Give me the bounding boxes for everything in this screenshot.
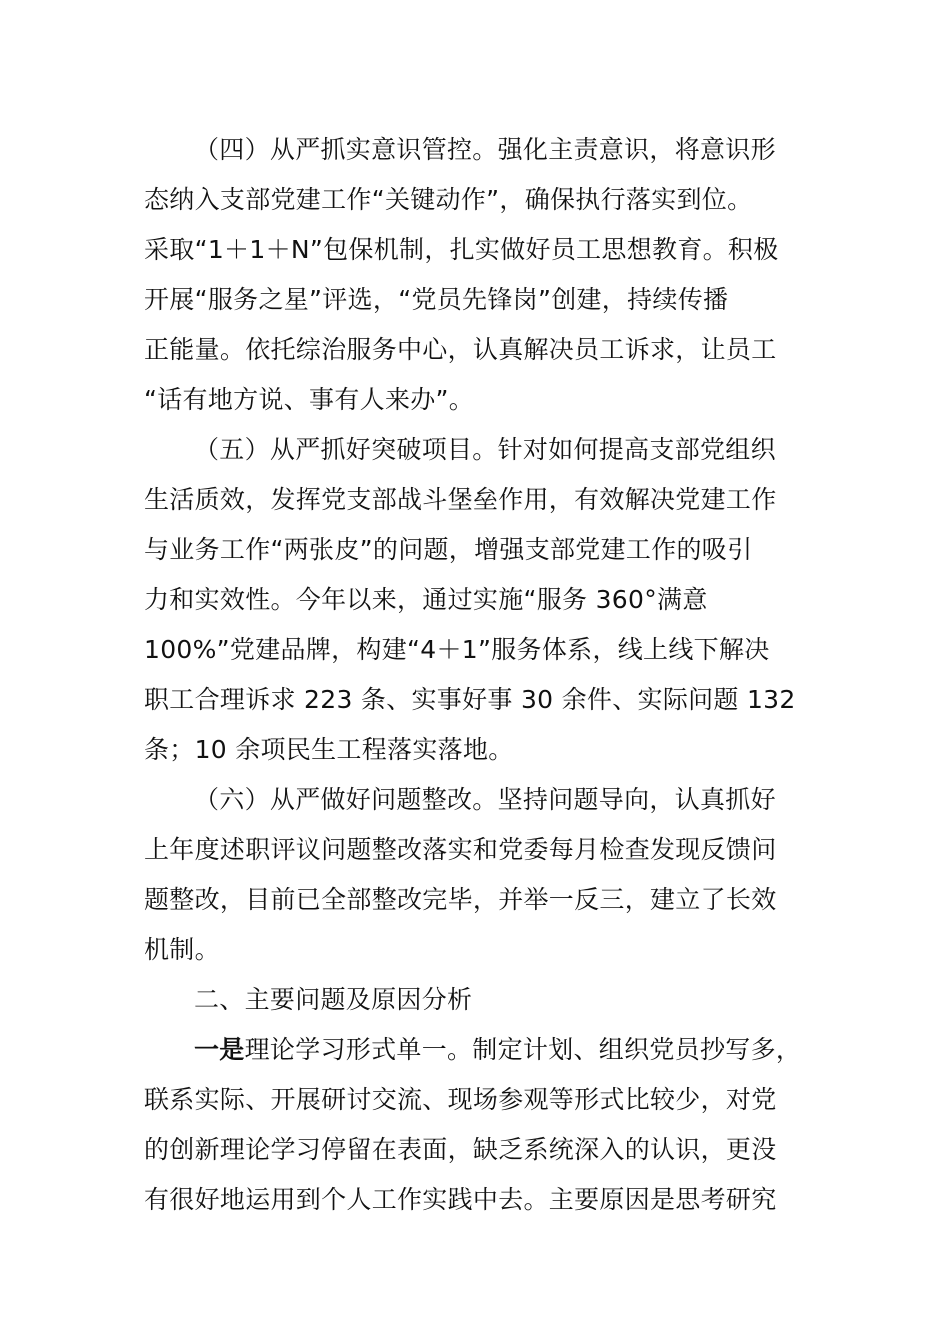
problem-1-lead: 一是: [194, 1035, 245, 1064]
paragraph-5-line-1: （五）从严抓好突破项目。针对如何提高支部党组织: [194, 435, 776, 464]
problem-1-line-1-text: 理论学习形式单一。制定计划、组织党员抄写多，: [244, 1035, 802, 1064]
problem-1-line-2: 联系实际、开展研讨交流、现场参观等形式比较少，对党: [144, 1085, 777, 1114]
paragraph-5-line-4: 力和实效性。今年以来，通过实施“服务 360°满意: [144, 585, 708, 614]
paragraph-5-line-2: 生活质效，发挥党支部战斗堡垒作用，有效解决党建工作: [144, 485, 777, 514]
paragraph-6-line-1: （六）从严做好问题整改。坚持问题导向，认真抓好: [194, 785, 776, 814]
paragraph-5-line-5: 100%”党建品牌，构建“4＋1”服务体系，线上线下解决: [144, 635, 770, 664]
paragraph-6-line-3: 题整改，目前已全部整改完毕，并举一反三，建立了长效: [144, 885, 777, 914]
paragraph-6-line-4: 机制。: [144, 935, 220, 964]
paragraph-5-line-7: 条；10 余项民生工程落实落地。: [144, 735, 514, 764]
paragraph-6-line-2: 上年度述职评议问题整改落实和党委每月检查发现反馈问: [144, 835, 777, 864]
paragraph-4-line-2: 态纳入支部党建工作“关键动作”，确保执行落实到位。: [144, 185, 753, 214]
paragraph-5-line-3: 与业务工作“两张皮”的问题，增强支部党建工作的吸引: [144, 535, 753, 564]
section-heading: 二、主要问题及原因分析: [194, 985, 473, 1014]
problem-1-line-3: 的创新理论学习停留在表面，缺乏系统深入的认识，更没: [144, 1135, 777, 1164]
paragraph-4-line-3: 采取“1＋1＋N”包保机制，扎实做好员工思想教育。积极: [144, 235, 779, 264]
paragraph-4-line-1: （四）从严抓实意识管控。强化主责意识，将意识形: [194, 135, 776, 164]
paragraph-5-line-6: 职工合理诉求 223 条、实事好事 30 余件、实际问题 132: [144, 685, 796, 714]
paragraph-4-line-5: 正能量。依托综治服务中心，认真解决员工诉求，让员工: [144, 335, 777, 364]
problem-1-line-1: [194, 1035, 801, 1065]
problem-1-line-4: 有很好地运用到个人工作实践中去。主要原因是思考研究: [144, 1185, 777, 1214]
paragraph-4-line-6: “话有地方说、事有人来办”。: [144, 385, 475, 414]
paragraph-4-line-4: 开展“服务之星”评选，“党员先锋岗”创建，持续传播: [144, 285, 729, 314]
